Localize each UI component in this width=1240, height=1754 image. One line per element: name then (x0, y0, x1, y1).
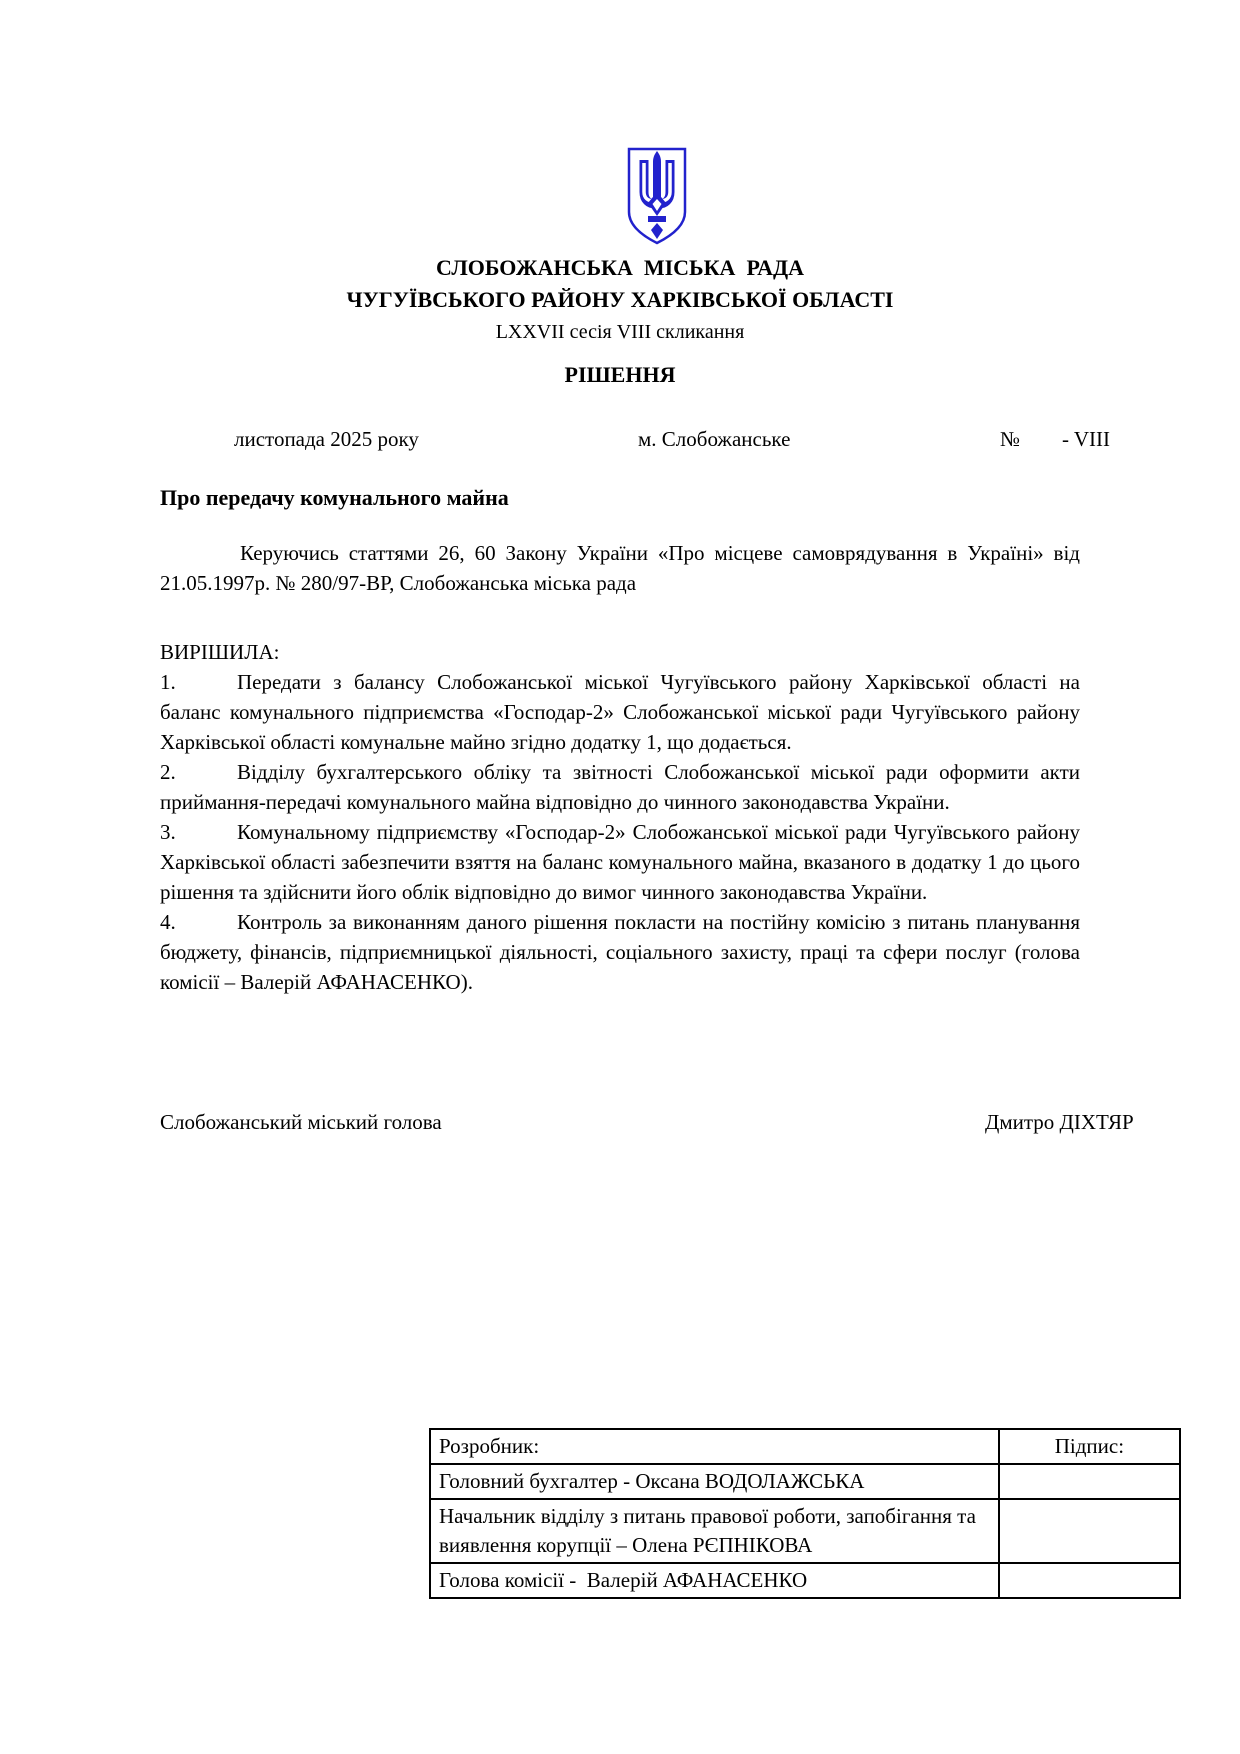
document-place: м. Слобожанське (638, 427, 791, 451)
district-line: ЧУГУЇВСЬКОГО РАЙОНУ ХАРКІВСЬКОЇ ОБЛАСТІ (346, 287, 894, 312)
document-number-sign: № (1000, 427, 1021, 451)
ukraine-trident-emblem-icon (624, 146, 690, 246)
document-subject: Про передачу комунального майна (160, 485, 509, 510)
date-place-number-line (0, 427, 1240, 453)
approval-table (429, 1428, 1181, 1599)
item-number: 1. (160, 670, 176, 694)
table-row (430, 1563, 1180, 1598)
item-text: Комунальному підприємству «Господар-2» Слобожанської міської ради Чугуївського району Харківської області забезпечити взяття на баланс комунального майна, вказаного в додатку 1 до цього рішення та здійснити його облік відповідно до вимог чинного законодавства України. (160, 820, 1080, 904)
item-number: 4. (160, 910, 176, 934)
resolution-body (160, 637, 1080, 997)
signatory-title: Слобожанський міський голова (160, 1110, 442, 1134)
signatory-name: Дмитро ДІХТЯР (985, 1110, 1134, 1134)
resolution-item-2 (160, 757, 1080, 817)
developer-cell: Начальник відділу з питань правової роботи, запобігання та виявлення корупції – Олена РЄПНІКОВА (430, 1499, 999, 1563)
resolution-item-1 (160, 667, 1080, 757)
resolution-item-4 (160, 907, 1080, 997)
signature-cell (999, 1563, 1180, 1598)
table-row (430, 1464, 1180, 1499)
signature-cell (999, 1499, 1180, 1563)
item-number: 3. (160, 820, 176, 844)
resolution-item-3 (160, 817, 1080, 907)
developer-cell: Голова комісії - Валерій АФАНАСЕНКО (430, 1563, 999, 1598)
item-text: Передати з балансу Слобожанської міської Чугуївського району Харківської області на баланс комунального підприємства «Господар-2» Слобожанської міської ради Чугуївського району Харківської області комунальне майно згідно додатку 1, що додається. (160, 670, 1080, 754)
council-name: СЛОБОЖАНСЬКА МІСЬКА РАДА (436, 255, 804, 280)
table-row (430, 1499, 1180, 1563)
session-line: LXXVII сесія VIII скликання (495, 321, 745, 343)
table-header-row (430, 1429, 1180, 1464)
document-type-title: РІШЕННЯ (564, 362, 676, 387)
document-number-value: - VIII (1062, 427, 1111, 451)
signature-row (0, 1110, 1240, 1138)
signature-header-cell: Підпис: (999, 1429, 1180, 1464)
developer-cell: Головний бухгалтер - Оксана ВОДОЛАЖСЬКА (430, 1464, 999, 1499)
developer-header-cell: Розробник: (430, 1429, 999, 1464)
document-date: листопада 2025 року (234, 427, 419, 451)
item-text: Контроль за виконанням даного рішення покласти на постійну комісію з питань планування бюджету, фінансів, підприємницької діяльності, соціального захисту, праці та сфери послуг (голова комісії – Валерій АФАНАСЕНКО). (160, 910, 1080, 994)
preamble-paragraph: Керуючись статтями 26, 60 Закону України «Про місцеве самоврядування в Україні» від 21.05.1997р. № 280/97-ВР, Слобожанська міська рада (160, 541, 1080, 595)
item-text: Відділу бухгалтерського обліку та звітності Слобожанської міської ради оформити акти приймання-передачі комунального майна відповідно до чинного законодавства України. (160, 760, 1080, 814)
signature-cell (999, 1464, 1180, 1499)
resolved-label: ВИРІШИЛА: (160, 640, 280, 664)
document-header (0, 252, 1240, 348)
item-number: 2. (160, 760, 176, 784)
